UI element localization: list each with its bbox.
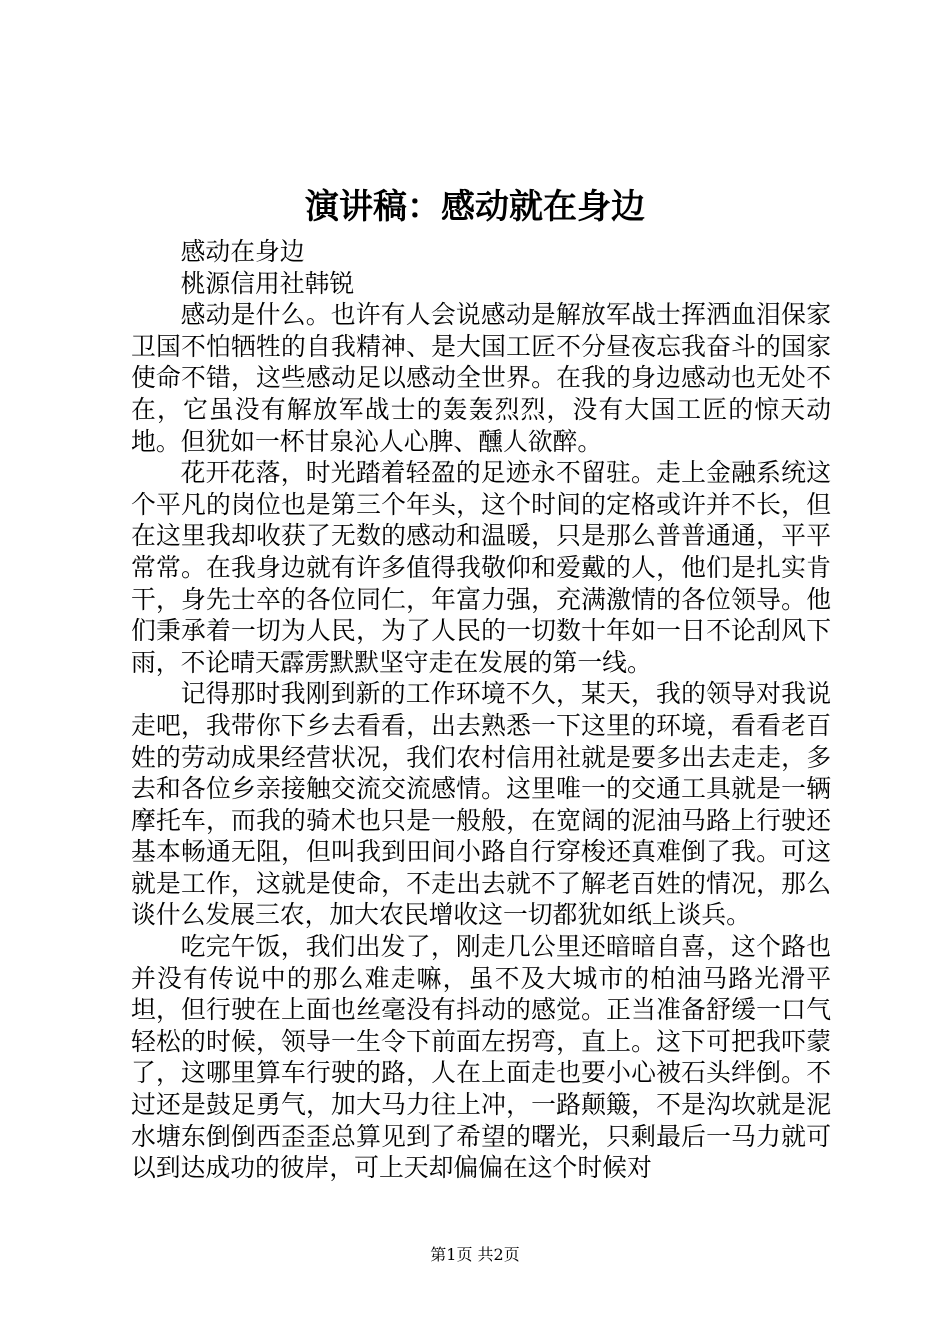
subtitle: 感动在身边	[180, 237, 305, 266]
paragraph: 花开花落，时光踏着轻盈的足迹永不留驻。走上金融系统这个平凡的岗位也是第三个年头，这个时间的定格或许并不长，但在这里我却收获了无数的感动和温暖，只是那么普普通通，平平常常。在我身边就有许多值得我敬仰和爱戴的人，他们是扎实肯干，身先士卒的各位同仁，年富力强，充满激情的各位领导。他们秉承着一切为人民，为了人民的一切数十年如一日不论刮风下雨，不论晴天霹雳默默坚守走在发展的第一线。	[131, 458, 831, 677]
document-body	[131, 236, 831, 1184]
paragraph: 吃完午饭，我们出发了，刚走几公里还暗暗自喜，这个路也并没有传说中的那么难走嘛，虽不及大城市的柏油马路光滑平坦，但行驶在上面也丝毫没有抖动的感觉。正当准备舒缓一口气轻松的时候，领导一生令下前面左拐弯，直上。这下可把我吓蒙了，这哪里算车行驶的路，人在上面走也要小心被石头绊倒。不过还是鼓足勇气，加大马力往上冲，一路颠簸，不是沟坎就是泥水塘东倒倒西歪歪总算见到了希望的曙光，只剩最后一马力就可以到达成功的彼岸，可上天却偏偏在这个时候对	[131, 932, 831, 1183]
paragraph: 感动是什么。也许有人会说感动是解放军战士挥洒血泪保家卫国不怕牺牲的自我精神、是大国工匠不分昼夜忘我奋斗的国家使命不错，这些感动足以感动全世界。在我的身边感动也无处不在，它虽没有解放军战士的轰轰烈烈，没有大国工匠的惊天动地。但犹如一杯甘泉沁人心脾、醺人欲醉。	[131, 300, 831, 456]
paragraph: 记得那时我刚到新的工作环境不久，某天，我的领导对我说走吧，我带你下乡去看看，出去熟悉一下这里的环境，看看老百姓的劳动成果经营状况，我们农村信用社就是要多出去走走，多去和各位乡亲接触交流交流感情。这里唯一的交通工具就是一辆摩托车，而我的骑术也只是一般般，在宽阔的泥油马路上行驶还基本畅通无阻，但叫我到田间小路自行穿梭还真难倒了我。可这就是工作，这就是使命，不走出去就不了解老百姓的情况，那么谈什么发展三农，加大农民增收这一切都犹如纸上谈兵。	[131, 679, 831, 930]
author-line: 桃源信用社韩锐	[180, 268, 355, 298]
page-footer: 第1页 共2页	[430, 1245, 520, 1264]
document-title: 演讲稿：感动就在身边	[305, 187, 645, 227]
